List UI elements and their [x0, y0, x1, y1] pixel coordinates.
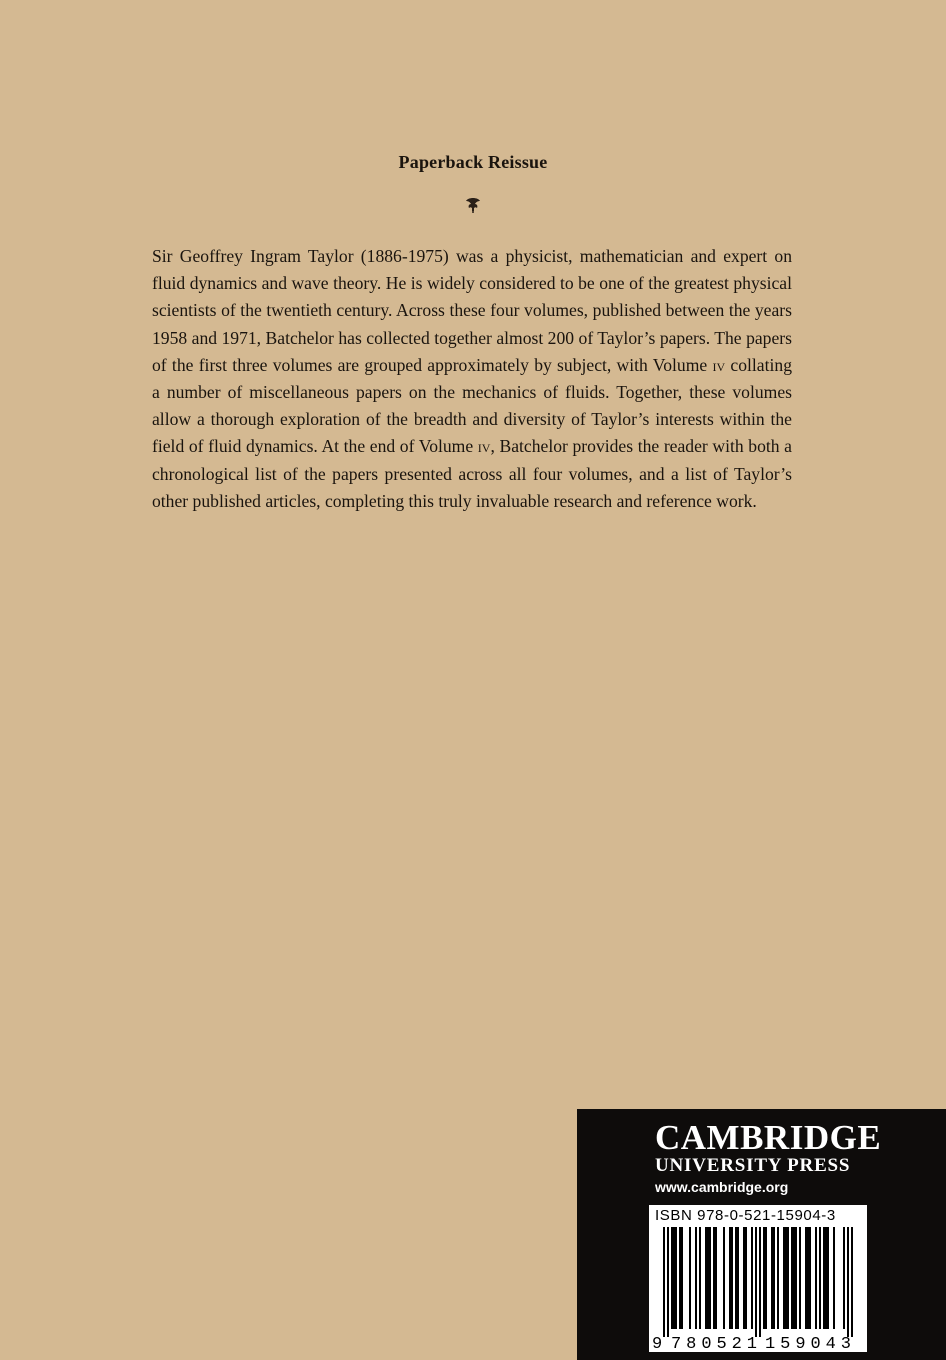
publisher-url: www.cambridge.org — [655, 1179, 789, 1195]
barcode-bar — [843, 1227, 845, 1329]
barcode-bars-icon — [649, 1225, 867, 1352]
barcode-bar — [695, 1227, 697, 1329]
barcode-bar — [709, 1227, 711, 1329]
publisher-subtitle: UNIVERSITY PRESS — [655, 1155, 851, 1176]
blurb-text-2: collating a number of miscellaneous papers on the mechanics of fluids. Together, these volumes allow a thorough exploration of the breadth and diversity of Taylor’s interests within the field of fluid dynamics. At the end of Volume — [152, 354, 792, 457]
barcode-bar — [809, 1227, 811, 1329]
barcode-digits-left: 780521 — [671, 1335, 757, 1352]
barcode-bar — [745, 1227, 747, 1329]
barcode-bar — [783, 1227, 785, 1329]
barcode-bar — [787, 1227, 789, 1329]
barcode-bar — [793, 1227, 795, 1329]
barcode-bar — [771, 1227, 773, 1329]
barcode-bar — [765, 1227, 767, 1329]
barcode-bar — [833, 1227, 835, 1329]
barcode-bar — [713, 1227, 715, 1329]
barcode-bar — [819, 1227, 821, 1329]
isbn-label: ISBN 978-0-521-15904-3 — [655, 1207, 836, 1224]
cover-heading: Paperback Reissue — [398, 152, 548, 172]
barcode-bar — [737, 1227, 739, 1329]
publisher-block — [577, 1109, 946, 1360]
barcode-bar — [705, 1227, 707, 1329]
barcode-bar — [755, 1227, 757, 1337]
barcode-digits-right: 159043 — [765, 1335, 851, 1352]
barcode-bar — [851, 1227, 853, 1337]
barcode-bar — [815, 1227, 817, 1329]
barcode-bar — [667, 1227, 669, 1337]
barcode-bar — [689, 1227, 691, 1329]
barcode-bar — [671, 1227, 673, 1329]
barcode-bar — [723, 1227, 725, 1329]
barcode-bar — [743, 1227, 745, 1329]
barcode-bar — [763, 1227, 765, 1329]
publisher-name: CAMBRIDGE — [655, 1118, 882, 1157]
barcode-bar — [681, 1227, 683, 1329]
barcode-bar — [679, 1227, 681, 1329]
blurb-text-1: Sir Geoffrey Ingram Taylor (1886-1975) was a physicist, mathematician and expert on fluid dynamics and wave theory. He is widely considered to be one of the greatest physical scientists of the twentieth century. Across these four volumes, published between the years 1958 and 1971, Batchelor has collected together almost 200 of Taylor’s papers. The papers of the first three volumes are grouped approximately by subject, with Volume — [152, 246, 792, 375]
barcode-bar — [799, 1227, 801, 1329]
barcode-bar — [707, 1227, 709, 1329]
volume-numeral: iv — [712, 354, 726, 375]
barcode-digit-prefix: 9 — [652, 1335, 663, 1352]
barcode-bar — [673, 1227, 675, 1329]
barcode-bar — [825, 1227, 827, 1329]
barcode-bar — [729, 1227, 731, 1329]
description-paragraph — [152, 243, 792, 515]
barcode-bar — [715, 1227, 717, 1329]
barcode-bar — [847, 1227, 849, 1337]
barcode-bar — [675, 1227, 677, 1329]
volume-numeral: iv — [477, 436, 491, 457]
fleuron-icon — [464, 196, 482, 214]
barcode — [649, 1205, 867, 1352]
blurb-text-3: , Batchelor provides the reader with both a chronological list of the papers presented across all four volumes, and a list of Taylor’s other published articles, completing this truly invaluable research and reference work. — [152, 436, 792, 511]
barcode-bar — [807, 1227, 809, 1329]
barcode-bar — [795, 1227, 797, 1329]
barcode-bar — [751, 1227, 753, 1329]
barcode-bar — [827, 1227, 829, 1329]
barcode-bar — [759, 1227, 761, 1337]
barcode-bar — [805, 1227, 807, 1329]
barcode-bar — [823, 1227, 825, 1329]
barcode-bar — [791, 1227, 793, 1329]
barcode-bar — [777, 1227, 779, 1329]
barcode-bar — [731, 1227, 733, 1329]
barcode-bar — [773, 1227, 775, 1329]
barcode-bar — [699, 1227, 701, 1329]
barcode-bar — [663, 1227, 665, 1337]
barcode-bar — [735, 1227, 737, 1329]
barcode-bar — [785, 1227, 787, 1329]
